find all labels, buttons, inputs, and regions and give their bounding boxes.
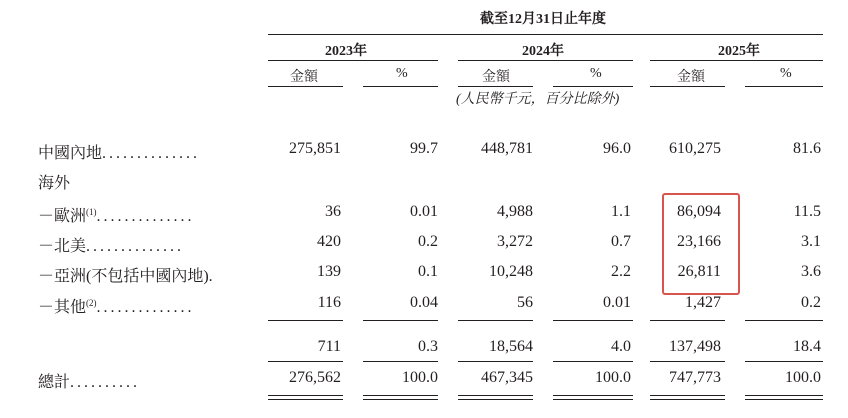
- period-header: 截至12月31日止年度: [480, 12, 606, 27]
- total-rule-2025-amount: [650, 361, 725, 362]
- amount-2023-rule: [268, 86, 343, 87]
- cell-north-america-2024-percent: 0.7: [611, 233, 631, 250]
- cell-total-2025-percent: 100.0: [785, 369, 821, 386]
- total-rule-2023-amount: [268, 361, 343, 362]
- year-2024-header: 2024年: [522, 44, 564, 59]
- percent-2024-header: %: [590, 66, 602, 81]
- cell-mainland-2025-percent: 81.6: [793, 140, 821, 157]
- cell-europe-2023-amount: 36: [325, 203, 341, 220]
- cell-mainland-2025-amount: 610,275: [669, 140, 721, 157]
- cell-subtotal-2024-percent: 4.0: [611, 338, 631, 355]
- cell-asia-2024-percent: 2.2: [611, 263, 631, 280]
- cell-asia-2025-percent: 3.6: [801, 263, 821, 280]
- cell-north-america-2025-amount: 23,166: [677, 233, 721, 250]
- percent-2023-header: %: [396, 66, 408, 81]
- cell-others-2023-percent: 0.04: [410, 294, 438, 311]
- cell-mainland-2023-percent: 99.7: [410, 140, 438, 157]
- cell-asia-2025-amount: 26,811: [677, 263, 721, 280]
- row-label-total: 總計..........: [38, 374, 141, 391]
- cell-mainland-2024-percent: 96.0: [603, 140, 631, 157]
- highlight-box: [662, 193, 740, 295]
- cell-subtotal-2025-amount: 137,498: [669, 338, 721, 355]
- total-rule-2025-percent: [745, 361, 823, 362]
- cell-total-2025-amount: 747,773: [669, 369, 721, 386]
- unit-note: (人民幣千元，百分比除外): [456, 92, 620, 107]
- year-2025-rule: [650, 60, 823, 61]
- total-rule-2024-amount: [458, 361, 533, 362]
- amount-2025-header: 金額: [677, 70, 705, 85]
- row-label-mainland: 中國內地..............: [38, 145, 201, 162]
- row-label-asia: －亞洲(不包括中國內地).: [38, 268, 216, 285]
- subtotal-rule-2025-percent: [745, 320, 823, 321]
- cell-asia-2024-amount: 10,248: [489, 263, 533, 280]
- subtotal-rule-2024-amount: [458, 320, 533, 321]
- cell-asia-2023-percent: 0.1: [418, 263, 438, 280]
- cell-north-america-2023-amount: 420: [317, 233, 341, 250]
- total-double-rule-2023-amount: [268, 395, 343, 400]
- cell-others-2025-percent: 0.2: [801, 294, 821, 311]
- cell-others-2023-amount: 116: [317, 294, 341, 311]
- cell-others-2025-amount: 1,427: [685, 294, 721, 311]
- cell-total-2023-percent: 100.0: [402, 369, 438, 386]
- total-double-rule-2024-amount: [458, 395, 533, 400]
- subtotal-rule-2023-amount: [268, 320, 343, 321]
- cell-europe-2025-amount: 86,094: [677, 203, 721, 220]
- subtotal-rule-2024-percent: [553, 320, 633, 321]
- amount-2023-header: 金額: [290, 70, 318, 85]
- total-rule-2024-percent: [553, 361, 633, 362]
- cell-others-2024-percent: 0.01: [603, 294, 631, 311]
- cell-north-america-2024-amount: 3,272: [497, 233, 533, 250]
- cell-north-america-2025-percent: 3.1: [801, 233, 821, 250]
- cell-asia-2023-amount: 139: [317, 263, 341, 280]
- cell-north-america-2023-percent: 0.2: [418, 233, 438, 250]
- cell-total-2024-percent: 100.0: [595, 369, 631, 386]
- cell-europe-2024-amount: 4,988: [497, 203, 533, 220]
- cell-subtotal-2023-amount: 711: [317, 338, 341, 355]
- amount-2024-header: 金額: [482, 70, 510, 85]
- cell-mainland-2024-amount: 448,781: [481, 140, 533, 157]
- cell-mainland-2023-amount: 275,851: [289, 140, 341, 157]
- amount-2025-rule: [650, 86, 725, 87]
- percent-2023-rule: [363, 86, 438, 87]
- cell-europe-2024-percent: 1.1: [611, 203, 631, 220]
- cell-subtotal-2023-percent: 0.3: [418, 338, 438, 355]
- percent-2024-rule: [553, 86, 633, 87]
- total-double-rule-2025-percent: [745, 395, 823, 400]
- total-double-rule-2025-amount: [650, 395, 725, 400]
- subtotal-rule-2025-amount: [650, 320, 725, 321]
- subtotal-rule-2023-percent: [363, 320, 438, 321]
- total-double-rule-2023-percent: [363, 395, 438, 400]
- total-double-rule-2024-percent: [553, 395, 633, 400]
- cell-others-2024-amount: 56: [517, 294, 533, 311]
- year-2025-header: 2025年: [718, 44, 760, 59]
- year-2023-rule: [268, 60, 438, 61]
- cell-europe-2023-percent: 0.01: [410, 203, 438, 220]
- cell-europe-2025-percent: 11.5: [793, 203, 821, 220]
- year-2024-rule: [458, 60, 633, 61]
- year-2023-header: 2023年: [325, 44, 367, 59]
- cell-total-2024-amount: 467,345: [481, 369, 533, 386]
- amount-2024-rule: [458, 86, 533, 87]
- cell-total-2023-amount: 276,562: [289, 369, 341, 386]
- cell-subtotal-2025-percent: 18.4: [793, 338, 821, 355]
- period-rule: [268, 34, 823, 35]
- percent-2025-header: %: [780, 66, 792, 81]
- row-label-others: －其他$^{(2)}$..............: [38, 298, 195, 316]
- total-rule-2023-percent: [363, 361, 438, 362]
- cell-subtotal-2024-amount: 18,564: [489, 338, 533, 355]
- row-label-overseas: 海外: [38, 175, 71, 192]
- percent-2025-rule: [745, 86, 823, 87]
- row-label-north-america: －北美..............: [38, 238, 185, 255]
- row-label-europe: －歐洲$^{(1)}$..............: [38, 207, 195, 225]
